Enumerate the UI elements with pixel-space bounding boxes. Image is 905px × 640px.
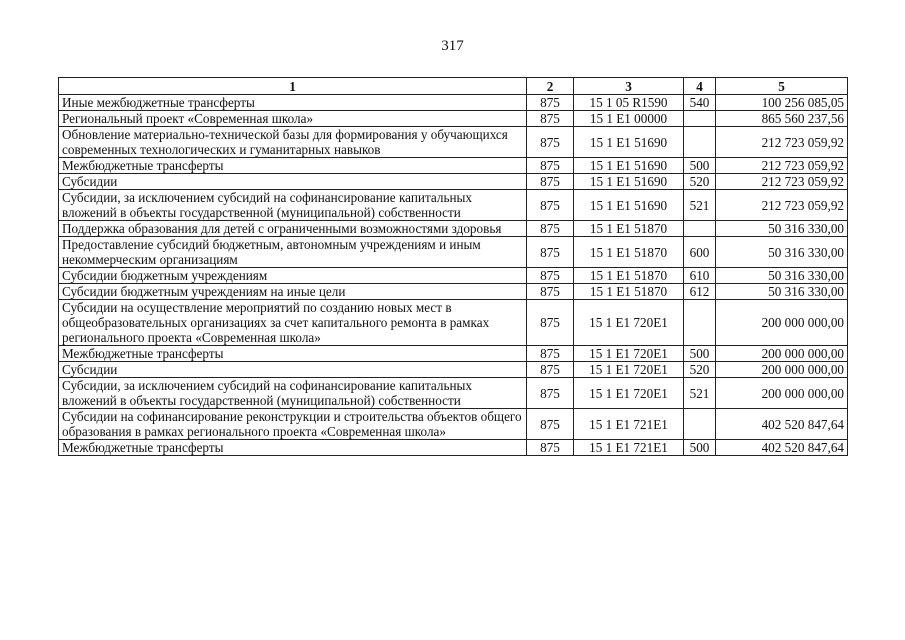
cell-name: Субсидии на софинансирование реконструкции и строительства объектов общего образования в рамках регионального проекта «Современная школа»	[59, 409, 527, 440]
cell-amount: 200 000 000,00	[716, 346, 848, 362]
table-row	[59, 346, 848, 362]
cell-grbs: 875	[527, 440, 574, 456]
table-row	[59, 190, 848, 221]
cell-amount: 402 520 847,64	[716, 440, 848, 456]
table-row	[59, 284, 848, 300]
cell-name: Поддержка образования для детей с ограниченными возможностями здоровья	[59, 221, 527, 237]
cell-vr: 521	[684, 378, 716, 409]
table-row	[59, 127, 848, 158]
cell-csr: 15 1 E1 720E1	[574, 300, 684, 346]
budget-table	[58, 77, 848, 456]
page-number: 317	[441, 38, 464, 54]
cell-csr: 15 1 E1 51870	[574, 284, 684, 300]
cell-vr	[684, 300, 716, 346]
cell-csr: 15 1 E1 51870	[574, 268, 684, 284]
cell-csr: 15 1 E1 51870	[574, 237, 684, 268]
cell-name: Межбюджетные трансферты	[59, 440, 527, 456]
cell-csr: 15 1 E1 00000	[574, 111, 684, 127]
cell-csr: 15 1 E1 51690	[574, 174, 684, 190]
table-row	[59, 440, 848, 456]
table-header-row	[59, 78, 848, 95]
cell-name: Предоставление субсидий бюджетным, автономным учреждениям и иным некоммерческим организациям	[59, 237, 527, 268]
cell-csr: 15 1 E1 51690	[574, 190, 684, 221]
table-row	[59, 237, 848, 268]
column-header-csr: 3	[574, 78, 684, 95]
cell-csr: 15 1 E1 721E1	[574, 409, 684, 440]
column-header-grbs: 2	[527, 78, 574, 95]
cell-csr: 15 1 E1 720E1	[574, 362, 684, 378]
cell-name: Обновление материально-технической базы для формирования у обучающихся современных технологических и гуманитарных навыков	[59, 127, 527, 158]
cell-amount: 212 723 059,92	[716, 127, 848, 158]
cell-amount: 100 256 085,05	[716, 95, 848, 111]
table-row	[59, 174, 848, 190]
table-row	[59, 95, 848, 111]
cell-name: Иные межбюджетные трансферты	[59, 95, 527, 111]
cell-vr	[684, 409, 716, 440]
cell-name: Субсидии на осуществление мероприятий по созданию новых мест в общеобразовательных организациях за счет капитального ремонта в рамках регионального проекта «Современная школа»	[59, 300, 527, 346]
cell-name: Субсидии, за исключением субсидий на софинансирование капитальных вложений в объекты государственной (муниципальной) собственности	[59, 190, 527, 221]
cell-vr: 520	[684, 174, 716, 190]
cell-name: Субсидии	[59, 174, 527, 190]
cell-grbs: 875	[527, 268, 574, 284]
cell-csr: 15 1 05 R1590	[574, 95, 684, 111]
cell-amount: 50 316 330,00	[716, 221, 848, 237]
cell-grbs: 875	[527, 362, 574, 378]
cell-vr: 612	[684, 284, 716, 300]
cell-grbs: 875	[527, 346, 574, 362]
cell-name: Субсидии, за исключением субсидий на софинансирование капитальных вложений в объекты государственной (муниципальной) собственности	[59, 378, 527, 409]
cell-vr: 520	[684, 362, 716, 378]
cell-csr: 15 1 E1 51870	[574, 221, 684, 237]
cell-vr: 521	[684, 190, 716, 221]
cell-vr	[684, 221, 716, 237]
cell-vr: 600	[684, 237, 716, 268]
cell-grbs: 875	[527, 300, 574, 346]
cell-amount: 200 000 000,00	[716, 378, 848, 409]
cell-name: Межбюджетные трансферты	[59, 158, 527, 174]
cell-amount: 50 316 330,00	[716, 237, 848, 268]
cell-grbs: 875	[527, 190, 574, 221]
cell-name: Региональный проект «Современная школа»	[59, 111, 527, 127]
table-row	[59, 111, 848, 127]
cell-amount: 212 723 059,92	[716, 158, 848, 174]
column-header-amount: 5	[716, 78, 848, 95]
cell-amount: 200 000 000,00	[716, 300, 848, 346]
cell-vr: 500	[684, 440, 716, 456]
cell-csr: 15 1 E1 51690	[574, 158, 684, 174]
cell-grbs: 875	[527, 237, 574, 268]
cell-csr: 15 1 E1 721E1	[574, 440, 684, 456]
cell-grbs: 875	[527, 111, 574, 127]
cell-grbs: 875	[527, 221, 574, 237]
cell-vr: 500	[684, 158, 716, 174]
cell-amount: 200 000 000,00	[716, 362, 848, 378]
cell-vr: 540	[684, 95, 716, 111]
cell-amount: 50 316 330,00	[716, 268, 848, 284]
cell-name: Межбюджетные трансферты	[59, 346, 527, 362]
table-row	[59, 158, 848, 174]
cell-vr	[684, 111, 716, 127]
table-body	[59, 95, 848, 456]
cell-csr: 15 1 E1 51690	[574, 127, 684, 158]
cell-grbs: 875	[527, 95, 574, 111]
cell-name: Субсидии	[59, 362, 527, 378]
cell-grbs: 875	[527, 284, 574, 300]
column-header-vr: 4	[684, 78, 716, 95]
column-header-name: 1	[59, 78, 527, 95]
cell-amount: 212 723 059,92	[716, 174, 848, 190]
cell-grbs: 875	[527, 409, 574, 440]
cell-name: Субсидии бюджетным учреждениям	[59, 268, 527, 284]
cell-vr	[684, 127, 716, 158]
cell-vr: 610	[684, 268, 716, 284]
cell-amount: 402 520 847,64	[716, 409, 848, 440]
table-row	[59, 300, 848, 346]
cell-csr: 15 1 E1 720E1	[574, 378, 684, 409]
table-row	[59, 221, 848, 237]
cell-vr: 500	[684, 346, 716, 362]
cell-amount: 865 560 237,56	[716, 111, 848, 127]
table-row	[59, 362, 848, 378]
table-row	[59, 409, 848, 440]
table-row	[59, 268, 848, 284]
cell-csr: 15 1 E1 720E1	[574, 346, 684, 362]
cell-grbs: 875	[527, 158, 574, 174]
cell-amount: 212 723 059,92	[716, 190, 848, 221]
cell-name: Субсидии бюджетным учреждениям на иные цели	[59, 284, 527, 300]
cell-grbs: 875	[527, 174, 574, 190]
table-row	[59, 378, 848, 409]
cell-grbs: 875	[527, 378, 574, 409]
cell-amount: 50 316 330,00	[716, 284, 848, 300]
cell-grbs: 875	[527, 127, 574, 158]
